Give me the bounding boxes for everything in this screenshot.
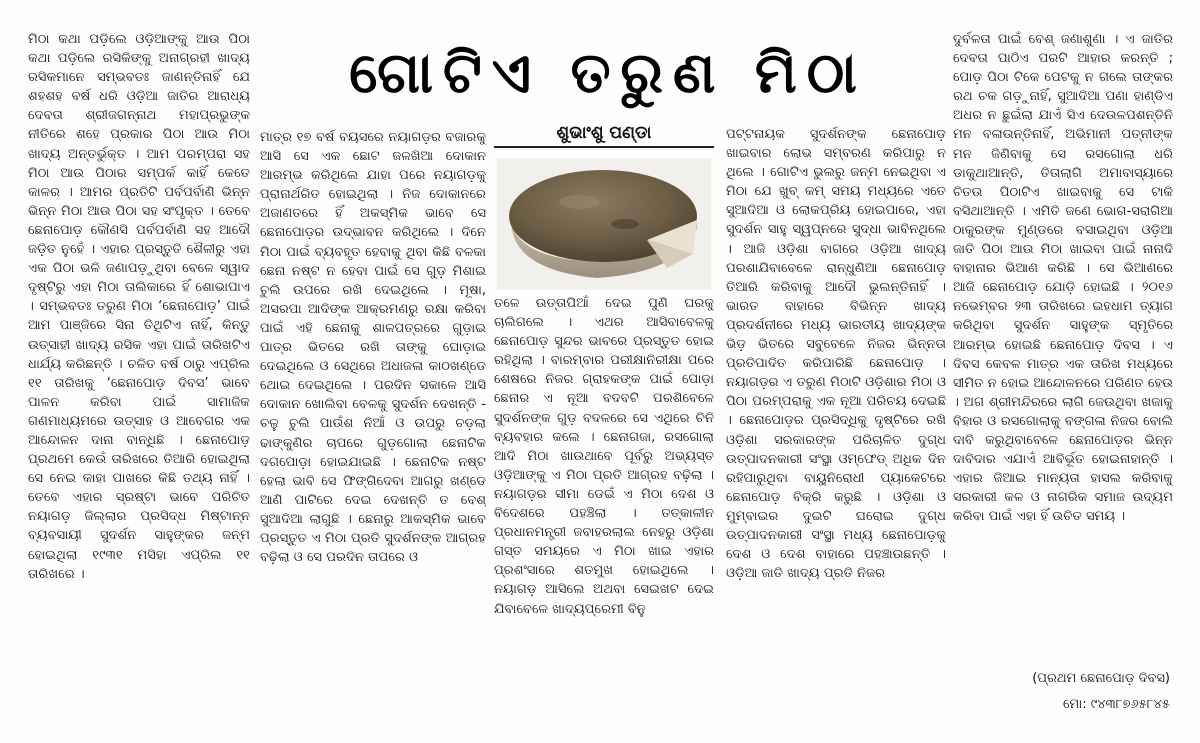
column-5-text: ଦୁର୍ବଳତା ପାଇଁ ବେଶ୍ ଜଣାଶୁଣା । ଏ ଜାତିର ଦେବତା ପାଠିଏ ପରଟି ଆହାର କରନ୍ତି ; ପୋଡ଼ ପିଠା ଟିକେ ପେଟକୁ ନ ଗଲେ ତାଙ୍କର ରଥ ଚକ ଗଡ଼ୁନାହିଁ, ସୁଆଦିଆ ପଣା ହାଣ୍ଡିଏ ଅଧର ନ ଛୁଇଁଲା ଯାଏଁ ସିଏ ଦେଉଳପଶନ୍ତିନି ମନ ବଳାଉନ୍ତିନାହିଁ, ଅଭିମାନୀ ପତ୍ନୀଙ୍କ ମନ ଜିଣିବାକୁ ସେ ରସଗୋଲା ଧରି ଡାକୁଥାଆନ୍ତି, ତିତାଲାଗି ଅମାବାସ୍ୟାରେ ଚିତଉ ପିଠାଟିଏ ଖାଇବାକୁ ସେ ଟାକି ବସିଥାଆନ୍ତି । ଏମିତି ଜଣେ ଭୋଗ-ସରାଗିଆ ଠାକୁରଙ୍କ ମୁଣ୍ଡରେ ବସାଇଥିବା ଓଡ଼ିଆ ଜାତି ପିଠା ଆଉ ମିଠା ଖାଇବା ପାଇଁ ନାନାଦି ବାହାନାର ଭିଆଣ କରିଛି । ସେ ଭିଆଣରେ ଆଜି ଛେନାପୋଡ଼ ଯୋଡ଼ି ହୋଇଛି । ୨୦୧୬ ନଭେମ୍ବର ୨୩ ତାରିଖରେ ଇହଧାମ ତ୍ୟାଗ କରିଥିବା ସୁଦର୍ଶନ ସାହୁଙ୍କ ସ୍ମୃତିରେ ଆରମ୍ଭ ହୋଇଛି ଛେନାପୋଡ଼ ଦିବସ । ଏ ଦିବସ କେବଳ ମାତ୍ର ଏକ ତାରିଖ ମଧ୍ୟରେ ସୀମିତ ନ ହୋଇ ଆନ୍ଦୋଳନରେ ପରିଣତ ହେଉ । ଅଗ ଶ୍ରୀମନ୍ଦିରରେ ଲାଗି ଜେଉଥିବା ଖଜାକୁ ବିହାର ଓ ରସଗୋଲାକୁ ବଙ୍ଗଳା ନିଜର ବୋଲି ଦାବି କରୁଥିବାବେଳେ ଛେନାପୋଡ଼ର ଭିନ୍ନ ଦାବିଦାର ଏଯାଏଁ ଆବିର୍ଭୂତ ହୋଇନାହାନ୍ତି । ଏହାର ଜିଆଇ ମାନ୍ୟତା ହାସଲ କରିବାକୁ ସରକାରୀ କଳ ଓ ନାଗରିକ ସମାଜ ଉଦ୍ୟମ କରିବା ପାଇଁ ଏହା ହିଁ ଉଚିତ ସମୟ । <box>953 32 1173 525</box>
column-1-text: ମିଠା କଥା ପଡ଼ିଲେ ଓଡ଼ିଆଙ୍କୁ ଆଉ ପିଠା କଥା ପଡ଼ିଲେ ରସିକିଙ୍କୁ ଅନାଗ୍ରହୀ ଖାଦ୍ୟ ରସିକମାନେ ସମ୍ଭବତଃ ଜାଣନ୍ତିନାହିଁ ଯେ ଶହଶହ ବର୍ଷ ଧରି ଓଡ଼ିଆ ଜାତିର ଆରାଧ୍ୟ ଦେବତା ଶ୍ରୀଜଗନ୍ନାଥ ମହାପ୍ରଭୁଙ୍କ ନୀତିରେ ଶହେ ପ୍ରକାର ପିଠା ଆଉ ମିଠା ଖାଦ୍ୟ ଅନ୍ତର୍ଭୁକ୍ତ । ଆମ ପରମ୍ପରା ସହ ମିଠା ଆଉ ପିଠାର ସମ୍ପର୍କ କାହିଁ କେତେ କାଳର । ଆମର ପ୍ରତିଟି ପର୍ବପର୍ବାଣି ଭିନ୍ନ ଭିନ୍ନ ମିଠା ଆଉ ପିଠା ସହ ସଂପୃକ୍ତ । ତେବେ ଛେନାପୋଡ଼ କୌଣସି ପର୍ବପର୍ବାଣି ସହ ଆଦୌ ଜଡ଼ିତ ନୁହେଁ । ଏହାର ପ୍ରସ୍ତୁତି ଶୈଳୀରୁ ଏହା ଏକ ପିଠା ଭଳି ଜଣାପଡ଼ୁଥିବା ବେଳେ ସ୍ୱାଦ ଦୃଷ୍ଟିରୁ ଏହା ମିଠା ତାଲିକାରେ ହିଁ ଶୋଭାପାଏ । ସମ୍ଭବତଃ ତରୁଣ ମିଠା ‘ଛେନାପୋଡ଼’ ପାଇଁ ଆମ ପାଞ୍ଜିରେ ସିନା ତିଥିଟିଏ ନାହିଁ, କିନ୍ତୁ ଉତ୍ସାହୀ ଖାଦ୍ୟ ରସିକ ଏହା ପାଇଁ ତାରିଖଟିଏ ଧାର୍ଯ୍ୟ କରିଛନ୍ତି । ଚଳିତ ବର୍ଷ ଠାରୁ ଏପ୍ରିଲ ୧୧ ତାରିଖକୁ ‘ଛେନାପୋଡ଼ ଦିବସ’ ଭାବେ ପାଳନ କରିବା ପାଇଁ ସାମାଜିକ ଗଣମାଧ୍ୟମରେ ଉତ୍ସାହ ଓ ଆବେଗର ଏକ ଆନ୍ଦୋଳନ ଦାନା ବାନ୍ଧିଛି । ଛେନାପୋଡ଼ ପ୍ରଥମେ କେଉଁ ତାରିଖରେ ତିଆରି ହୋଇଥିଲା ସେ ନେଇ କାହା ପାଖରେ କିଛି ତଥ୍ୟ ନାହିଁ । ତେବେ ଏହାର ସ୍ରଷ୍ଟା ଭାବେ ପରିଚିତ ନୟାଗଡ଼ ଜିଲ୍ଲାର ପ୍ରସିଦ୍ଧ ମିଷ୍ଟାନ୍ନ ବ୍ୟବସାୟୀ ସୁଦର୍ଶନ ସାହୁଙ୍କର ଜନ୍ମ ହୋଇଥିଲା ୧୯୩୧ ମସିହା ଏପ୍ରିଲ ୧୧ ତାରିଖରେ । <box>28 32 250 582</box>
chhena-poda-photo-icon <box>497 158 711 290</box>
article-column-5 <box>953 30 1173 640</box>
column-2-text: ମାତ୍ର ୧୭ ବର୍ଷ ବୟସରେ ନୟାଗଡ଼ର ବଜାରକୁ ଆସି ସେ ଏକ ଛୋଟ ଜଳଖିଆ ଦୋକାନ ଆରମ୍ଭ କରିଥିଲେ ଯାହା ପରେ ନୟାଗଡ଼କୁ ପ୍ରାନାର୍ଥରିତ ହୋଇଥିଲା । ନିଜ ଦୋକାନରେ ଅଜାଣତରେ ହିଁ ଅକସ୍ମିକ ଭାବେ ସେ ଛେନାପୋଡ଼ର ଉଦ୍ଭାବନ କରିଥିଲେ । ଦିନେ ମିଠା ପାଇଁ ବ୍ୟବହୃତ ହେବାକୁ ଥିବା କିଛି ବଳକା ଛେନା ନଷ୍ଟ ନ ହେବା ପାଇଁ ସେ ଗୁଡ଼ ମିଶାଇ ଚୁଲି ଉପରେ ରଖି ଦେଇଥିଲେ । ମୂଷା, ଅସରପା ଆଦିଙ୍କ ଆକ୍ରମଣରୁ ରକ୍ଷା କରିବା ପାଇଁ ଏହି ଛେନାକୁ ଶାଳପତ୍ରରେ ଗୁଡ଼ାଇ ପାତ୍ର ଭିତରେ ରଖି ତାଙ୍କୁ ଘୋଡ଼ାଇ ଦେଇଥିଲେ ଓ ସେଥିରେ ଅଧାଜଳା କାଠଖଣ୍ଡେ ଥୋଇ ଦେଇଥିଲେ । ପରଦିନ ସକାଳେ ଆସି ଦୋକାନ ଖୋଲିବା ବେଳକୁ ସୁଦର୍ଶନ ଦେଖନ୍ତି - ଚଳୁ ଚୁଲି ପାଉଁଶ ନିଆଁ ଓ ଉପରୁ ଚଡ଼ଲା ଢାଙ୍କୁଣିର ଚାପରେ ଗୁଡ଼ଗୋଲା ଛେନାଟିକ ଦଗପୋଡ଼ା ହୋଇଯାଇଛି । ଛେନାଟିକ ନଷ୍ଟ ହେଲା ଭାବି ସେ ଫିଙ୍ଗିଦେବା ଆଗରୁ ଖଣ୍ଡେ ଆଣି ପାଟିରେ ଦେଇ ଦେଖନ୍ତି ତ ବେଶ୍ ସୁଆଦିଆ ଲାଗୁଛି । ଛେନାରୁ ଆକସ୍ମିକ ଭାବେ ପ୍ରସ୍ତୁତ ଏ ମିଠା ପ୍ରତି ସୁଦର୍ଶନଙ୍କ ଆଗ୍ରହ ବଢ଼ିଲା ଓ ସେ ପରଦିନ ତାପରେ ଓ <box>260 130 486 566</box>
article-column-2 <box>260 128 486 736</box>
article-byline: ଶୁଭାଂଶୁ ପଣ୍ଡା <box>556 123 652 143</box>
article-column-1 <box>28 30 250 736</box>
column-4-text: ପଟ୍ଟନାୟକ ସୁଦର୍ଶନଙ୍କ ଛେନାପୋଡ଼ ଖାଇବାର ଲୋଭ ସମ୍ବରଣ କରିପାରୁ ନ ଥିଲେ । ଗୋଟିଏ ଭୁଲରୁ ଜନ୍ମ ନେଇଥିବା ଏ ମିଠା ଯେ ଖୁବ୍ କମ୍ ସମୟ ମଧ୍ୟରେ ଏତେ ସୁଆଦିଆ ଓ ଲୋକପ୍ରିୟ ହୋଇପାରେ, ଏହା ସୁଦର୍ଶନ ସାହୁ ସ୍ୱପ୍ନରେ ସୁଦ୍ଧା ଭାବିନଥିଲେ । ଆଜି ଓଡ଼ିଶା ବାଗରେ ଓଡ଼ିଆ ଖାଦ୍ୟ ପରଶାଯିବାବେଳେ ରାନ୍ଧୁଣିଆ ଛେନାପୋଡ଼ ତିଆରି କରିବାକୁ ଆଦୌ ଭୁଲନ୍ତିନାହିଁ । ଭାରତ ବାହାରେ ବିଭିନ୍ନ ଖାଦ୍ୟ ପ୍ରଦର୍ଶନୀରେ ମଧ୍ୟ ଭାରତୀୟ ଖାଦ୍ୟଙ୍କ ଭିଡ଼ ଭିତରେ ସବୁବେଳେ ନିଜର ଭିନ୍ନତା ପ୍ରତିପାଦିତ କରିପାରିଛି ଛେନାପୋଡ଼ । ନୟାଗଡ଼ର ଏ ତରୁଣ ମିଠାଟି ଓଡ଼ିଶାର ମିଠା ଓ ପିଠା ପରମ୍ପରାକୁ ଏକ ନୂଆ ପରିଚୟ ଦେଇଛି । ଛେନାପୋଡ଼ର ପ୍ରସିଦ୍ଧିକୁ ଦୃଷ୍ଟିରେ ରଖି ଓଡ଼ିଶା ସରକାରଙ୍କ ପରିଚାଳିତ ଦୁଗ୍ଧ ଉତ୍ପାଦନକାରୀ ସଂସ୍ଥା ଓମ୍ଫେଡ୍ ଅଧିକ ଦିନ ରହିପାରୁଥିବା ବାୟୁନିରୋଧୀ ପ୍ୟାକେଟରେ ଛେନାପୋଡ଼ ବିକ୍ରି କରୁଛି । ଓଡ଼ିଶା ଓ ମୁମ୍ବାଇର ଦୁଇଟି ଘରୋଇ ଦୁଗ୍ଧ ଉତ୍ପାଦନକାରୀ ସଂସ୍ଥା ମଧ୍ୟ ଛେନାପୋଡ଼କୁ ଦେଶ ଓ ଦେଶ ବାହାରେ ପହଞ୍ଚାଉଛନ୍ତି । ଓଡ଼ିଆ ଜାତି ଖାଦ୍ୟ ପ୍ରତି ନିଜର <box>726 127 946 582</box>
cake-illustration <box>497 158 711 290</box>
article-column-3 <box>494 294 714 734</box>
article-column-4 <box>726 125 946 736</box>
column-3-text: ତଳେ ଉତ୍ତାପିଆଁ ଦେଇ ପୁଣି ଘରକୁ ଚାଲିଗଲେ । ଏଥର ଆସିବାବେଳକୁ ଛେନାପୋଡ଼ ସୁନ୍ଦର ଭାବରେ ପ୍ରସ୍ତୁତ ହୋଇ ରହିଥିଲା । ବାରମ୍ବାର ପରୀକ୍ଷାନିରୀକ୍ଷା ପରେ ଶେଷରେ ନିଜର ଗ୍ରାହକଙ୍କ ପାଇଁ ପୋଡ଼ା ଛେନାର ଏ ନୂଆ ବଦବଟି ପରଶିବେଳେ ସୁଦର୍ଶନଙ୍କ ଗୁଡ଼ ବଦଳରେ ସେ ଏଥିରେ ଚିନି ବ୍ୟବହାର କଲେ । ଛେନାଗଜା, ରସଗୋଲା ଆଦି ମିଠା ଖାଉଥାବେ ପୂର୍ବରୁ ଅଭ୍ୟସ୍ତ ଓଡ଼ିଆଙ୍କୁ ଏ ମିଠା ପ୍ରତି ଆଗ୍ରହ ବଢ଼ିଲା । ନୟାଗଡ଼ର ସୀମା ଡେଇଁ ଏ ମିଠା ଦେଶ ଓ ବିଦେଶରେ ପହଞ୍ଚିଲା । ତତ୍କାଳୀନ ପ୍ରଧାନମନ୍ତ୍ରୀ ଜବାହରଲାଲ ନେହରୁ ଓଡ଼ିଶା ଗସ୍ତ ସମୟରେ ଏ ମିଠା ଖାଇ ଏହାର ପ୍ରଶଂସାରେ ଶତମୁଖ ହୋଇଥିଲେ । ନୟାଗଡ଼ ଆସିଲେ ଅଥବା ସେଇଖଟ ଦେଇ ଯିବାବେଳେ ଖାଦ୍ୟପ୍ରେମୀ ବିନୁ <box>494 296 714 617</box>
author-contact: ମୋ: ୯୪୩୮୭୬୫୮୪୫ <box>1063 697 1170 712</box>
article-footnote: (ପ୍ରଥମ ଛେନାପୋଡ଼ ଦିବସ) <box>1032 671 1170 686</box>
byline-divider <box>494 146 714 148</box>
article-headline: ଗୋଟିଏ ତରୁଣ ମିଠା <box>349 41 867 106</box>
